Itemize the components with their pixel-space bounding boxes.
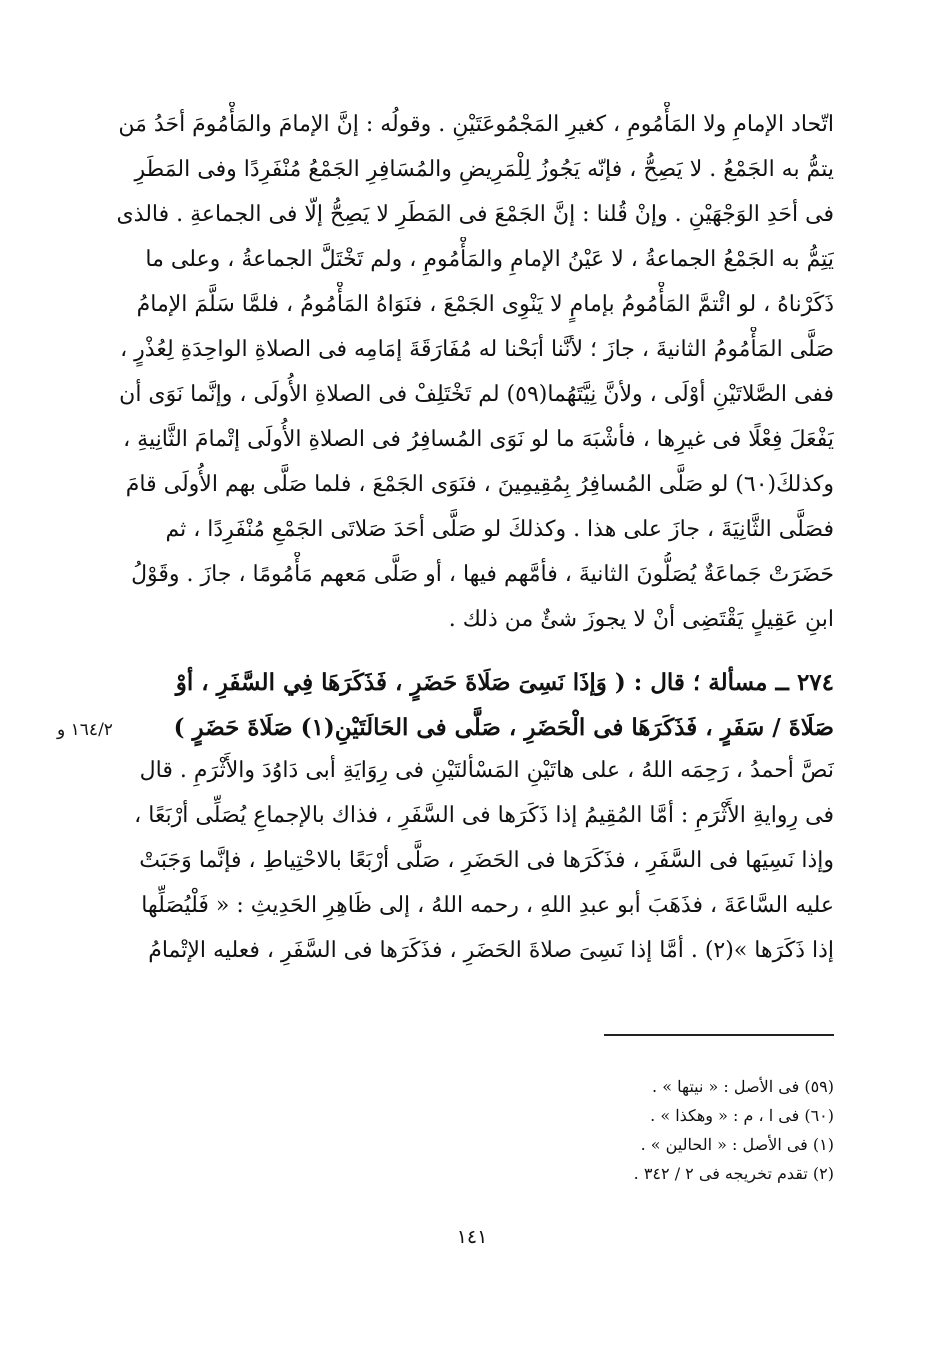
text-line: فى رِوايةِ الأَثْرَمِ : أمَّا المُقِيمُ إذا ذَكَرَها فى السَّفَرِ ، فذاك بالإجماعِ يُصَلِّى أرْبَعًا ، xyxy=(134,803,834,828)
footnotes xyxy=(109,1072,834,1188)
heading-line: ٢٧٤ ــ مسألة ؛ قال : ( وَإذَا نَسِىَ صَلَاةَ حَضَرٍ ، فَذَكَرَهَا فِي السَّفَرِ ، أوْ xyxy=(175,669,834,696)
text-line: نَصَّ أحمدُ ، رَحِمَه اللهُ ، على هاتَيْنِ المَسْألتَيْنِ فى رِوَايَةِ أبى دَاوُدَ والأَثْرَمِ . قال xyxy=(139,758,834,783)
footnote-separator xyxy=(604,1034,834,1036)
text-line: عليه السَّاعَةَ ، فذَهَبَ أبو عبدِ اللهِ ، رحمه اللهُ ، إلى ظَاهِرِ الحَدِيثِ : « فَلْيُصَلِّها xyxy=(141,893,834,918)
text-line: حَضَرَتْ جَماعَةٌ يُصَلُّونَ الثانيةَ ، فأمَّهم فيها ، أو صَلَّى مَعهم مَأْمُومًا ، جازَ . وقَوْلُ xyxy=(131,562,834,587)
text-line: ابنِ عَقِيلٍ يَقْتَضِى أنْ لا يجوزَ شئٌ من ذلك . xyxy=(448,607,834,632)
main-paragraph-1 xyxy=(109,102,834,642)
footnote: (٢) تقدم تخريجه فى ٢ / ٣٤٢ . xyxy=(633,1164,834,1183)
text-line: اتّحاد الإمامِ ولا المَأْمُومِ ، كغيرِ المَجْمُوعَتَيْنِ . وقولُه : إنَّ الإمامَ والمَأْمُومَ أحَدُ مَن xyxy=(118,112,834,137)
footnote: (٦٠) فى ا ، م : « وهكذا » . xyxy=(650,1106,834,1125)
text-line: وإذا نَسِيَها فى السَّفَرِ ، فذَكَرَها فى الحَضَرِ ، صَلَّى أرْبَعًا بالاحْتِياطِ ، فإنَّما وَجَبَتْ xyxy=(139,848,834,873)
margin-folio-note: ١٦٤/٢ و xyxy=(57,720,113,740)
main-paragraph-2 xyxy=(109,748,834,973)
text-line: فى أحَدِ الوَجْهَيْنِ . وإنْ قُلنا : إنَّ الجَمْعَ فى المَطَرِ لا يَصِحُّ إلّا فى الجماعةِ . فالذى xyxy=(116,202,834,227)
footnote: (٥٩) فى الأصل : « نيتها » . xyxy=(652,1077,834,1096)
text-line: إذا ذَكَرَها »(٢) . أمَّا إذا نَسِىَ صلاةَ الحَضَرِ ، فذَكَرَها فى السَّفَرِ ، فعليه الإتْمامُ xyxy=(148,938,834,963)
section-heading xyxy=(109,660,834,750)
text-line: يَتِمُّ به الجَمْعُ الجماعةُ ، لا عَيْنُ الإمامِ والمَأْمُومِ ، ولم تَخْتَلَّ الجماعةُ ، وعلى ما xyxy=(145,247,834,272)
text-line: يتمُّ به الجَمْعُ . لا يَصِحُّ ، فإنّه يَجُوزُ لِلْمَرِيضِ والمُسَافِرِ الجَمْعُ مُنْفَرِدًا وفى المَطَرِ xyxy=(134,157,834,182)
heading-line: صَلَاةَ / سَفَرٍ ، فَذَكَرَهَا فى الْحَضَرِ ، صَلَّى فى الحَالَتَيْنِ(١) صَلَاةَ حَضَرٍ ) xyxy=(173,714,834,741)
page-number: ١٤١ xyxy=(456,1226,488,1248)
text-line: ففى الصَّلاتَيْنِ أوْلَى ، ولأنَّ نِيَّتَهُما(٥٩) لم تَخْتَلِفْ فى الصلاةِ الأُولَى ، وإنَّما نَوَى أن xyxy=(119,382,834,407)
text-line: ذَكَرْناهُ ، لو ائْتمَّ المَأْمُومُ بإمامٍ لا يَنْوِى الجَمْعَ ، فنَوَاهُ المَأْمُومُ ، فلمَّا سَلَّمَ الإمامُ xyxy=(136,292,834,317)
text-line: صَلَّى المَأْمُومُ الثانيةَ ، جازَ ؛ لأنَّنا أبَحْنا له مُفَارَقَةَ إمَامِه فى الصلاةِ الواحِدَةِ لِعُذْرٍ ، xyxy=(120,337,834,362)
footnote: (١) فى الأصل : « الحالين » . xyxy=(640,1135,834,1154)
text-line: وكذلكَ(٦٠) لو صَلَّى المُسافِرُ بِمُقِيمِينَ ، فنَوَى الجَمْعَ ، فلما صَلَّى بهم الأُولَى قامَ xyxy=(125,472,834,497)
text-line: فصَلَّى الثَّانِيَةَ ، جازَ على هذا . وكذلكَ لو صَلَّى أحَدَ صَلاتَى الجَمْعِ مُنْفَرِدًا ، ثم xyxy=(165,517,834,542)
text-line: يَفْعَلَ فِعْلًا فى غيرِها ، فأشْبَهَ ما لو نَوَى المُسافِرُ فى الصلاةِ الأُولَى إتْمامَ الثَّانِيةِ ، xyxy=(123,427,834,452)
